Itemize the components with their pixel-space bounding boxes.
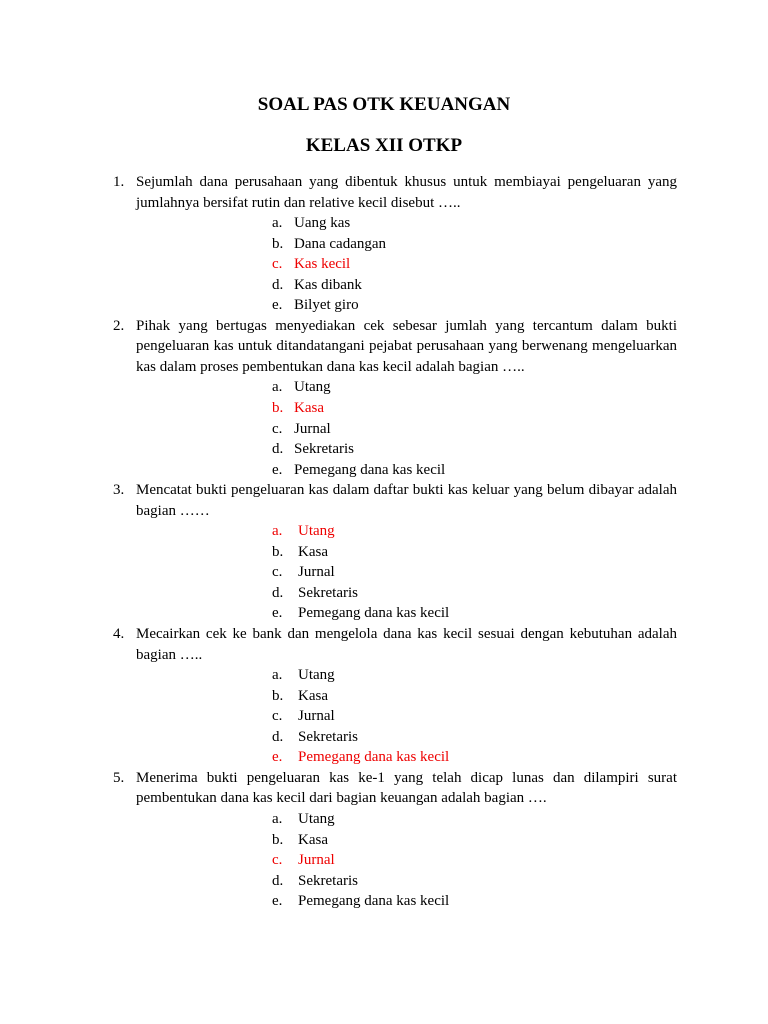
question-text: Mencatat bukti pengeluaran kas dalam daftar bukti kas keluar yang belum dibayar adalah bagian ……	[136, 482, 677, 519]
option-c	[136, 562, 677, 583]
question-number: 3.	[113, 482, 125, 499]
option-e	[136, 603, 677, 624]
option-e	[136, 460, 677, 481]
option-text: Kasa	[298, 831, 328, 848]
option-text: Utang	[298, 810, 335, 827]
option-a	[136, 665, 677, 686]
option-text: Jurnal	[294, 420, 331, 437]
option-letter: a.	[272, 379, 283, 396]
document-title: SOAL PAS OTK KEUANGAN	[257, 94, 511, 115]
question-text: Pihak yang bertugas menyediakan cek sebesar jumlah yang tercantum dalam bukti pengeluaran kas untuk ditandatangani pejabat perusahaan yang berwenang mengeluarkan kas dalam proses pembentukan dana kas kecil adalah bagian …..	[136, 317, 677, 375]
option-letter: c.	[272, 708, 283, 725]
option-a	[136, 521, 677, 542]
option-d	[136, 871, 677, 892]
option-b	[136, 234, 677, 255]
option-e	[136, 891, 677, 912]
option-text: Sekretaris	[298, 872, 358, 889]
option-d	[136, 275, 677, 296]
option-text: Jurnal	[298, 852, 335, 869]
option-letter: c.	[272, 420, 283, 437]
option-letter: a.	[272, 523, 283, 540]
option-letter: e.	[272, 749, 283, 766]
option-text: Kasa	[294, 400, 324, 417]
option-b	[136, 398, 677, 419]
option-letter: c.	[272, 564, 283, 581]
option-letter: e.	[272, 297, 283, 314]
option-c	[136, 706, 677, 727]
option-text: Pemegang dana kas kecil	[294, 461, 446, 478]
option-letter: c.	[272, 256, 283, 273]
option-text: Uang kas	[294, 215, 351, 232]
option-text: Pemegang dana kas kecil	[298, 605, 450, 622]
option-d	[136, 583, 677, 604]
option-text: Dana cadangan	[294, 235, 387, 252]
option-letter: a.	[272, 667, 283, 684]
option-b	[136, 542, 677, 563]
question-5	[0, 768, 768, 912]
option-letter: d.	[272, 872, 284, 889]
option-letter: d.	[272, 441, 284, 458]
option-b	[136, 830, 677, 851]
option-text: Utang	[298, 523, 335, 540]
option-a	[136, 377, 677, 398]
option-letter: b.	[272, 831, 284, 848]
option-d	[136, 727, 677, 748]
option-letter: d.	[272, 276, 284, 293]
question-list	[0, 172, 768, 912]
question-text: Menerima bukti pengeluaran kas ke-1 yang telah dicap lunas dan dilampiri surat pembentukan dana kas kecil dari bagian keuangan adalah bagian ….	[136, 769, 677, 807]
option-text: Sekretaris	[294, 441, 354, 458]
option-text: Sekretaris	[298, 728, 358, 745]
option-text: Jurnal	[298, 564, 335, 581]
document-subtitle: KELAS XII OTKP	[305, 135, 463, 156]
option-text: Utang	[298, 667, 335, 684]
option-text: Pemegang dana kas kecil	[298, 749, 450, 766]
question-2	[0, 316, 768, 480]
option-d	[136, 439, 677, 460]
option-text: Kas dibank	[294, 276, 362, 293]
option-text: Kasa	[298, 687, 328, 704]
question-3	[0, 480, 768, 624]
option-text: Kas kecil	[294, 256, 351, 273]
option-e	[136, 295, 677, 316]
option-c	[136, 254, 677, 275]
option-letter: e.	[272, 605, 283, 622]
option-text: Pemegang dana kas kecil	[298, 893, 450, 910]
question-number: 5.	[113, 769, 125, 786]
option-text: Sekretaris	[298, 584, 358, 601]
option-c	[136, 419, 677, 440]
option-b	[136, 686, 677, 707]
option-a	[136, 809, 677, 830]
question-text: Sejumlah dana perusahaan yang dibentuk khusus untuk membiayai pengeluaran yang jumlahnya bersifat rutin dan relative kecil disebut …..	[136, 174, 677, 211]
question-number: 1.	[113, 174, 125, 190]
option-letter: d.	[272, 584, 284, 601]
option-letter: b.	[272, 235, 284, 252]
option-e	[136, 747, 677, 768]
question-number: 4.	[113, 626, 125, 643]
option-text: Jurnal	[298, 708, 335, 725]
option-letter: b.	[272, 687, 284, 704]
option-letter: b.	[272, 400, 284, 417]
option-text: Utang	[294, 379, 331, 396]
option-a	[136, 213, 677, 234]
option-text: Kasa	[298, 543, 328, 560]
question-text: Mecairkan cek ke bank dan mengelola dana kas kecil sesuai dengan kebutuhan adalah bagian …..	[136, 626, 677, 663]
option-letter: e.	[272, 461, 283, 478]
option-letter: c.	[272, 852, 283, 869]
option-c	[136, 850, 677, 871]
option-letter: d.	[272, 728, 284, 745]
question-4	[0, 624, 768, 768]
question-number: 2.	[113, 317, 125, 334]
option-letter: a.	[272, 810, 283, 827]
question-1	[0, 172, 768, 316]
option-text: Bilyet giro	[294, 297, 359, 314]
option-letter: a.	[272, 215, 283, 232]
option-letter: e.	[272, 893, 283, 910]
option-letter: b.	[272, 543, 284, 560]
